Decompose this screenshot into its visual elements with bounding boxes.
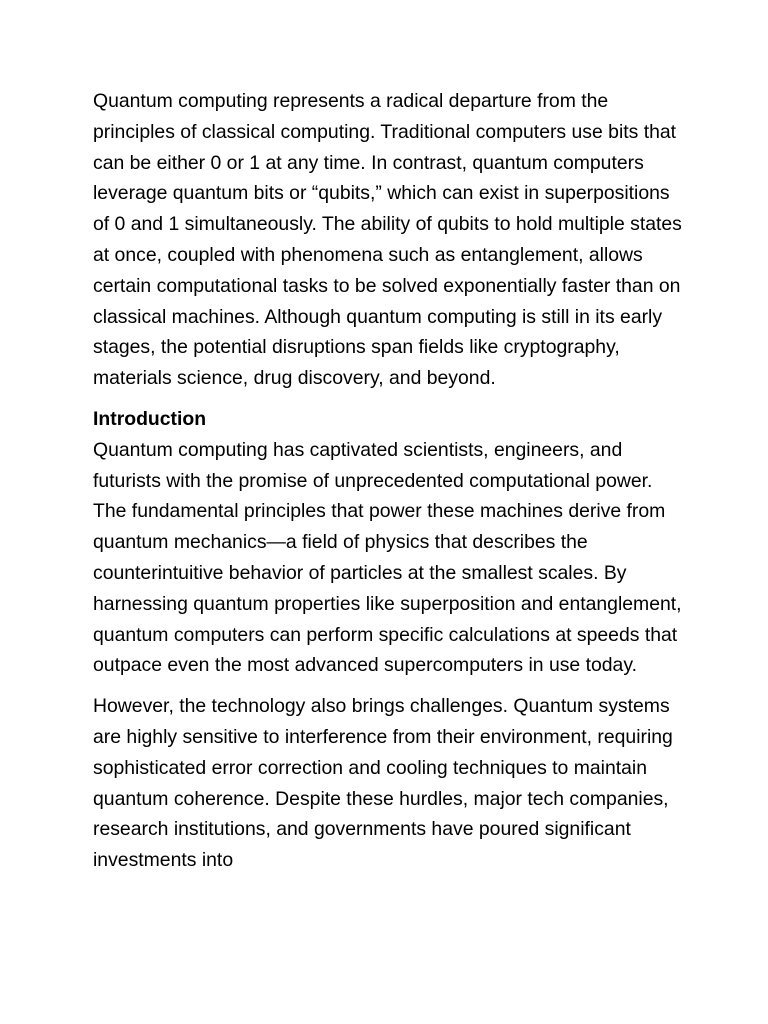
introduction-paragraph-2: However, the technology also brings challenges. Quantum systems are highly sensitive to interference from their environment, requiring sophisticated error correction and cooling techniques to maintain quantum coherence. Despite these hurdles, major tech companies, research institutions, and governments have poured significant investments into — [93, 695, 673, 872]
document-page — [93, 86, 683, 876]
introduction-paragraph-1: Quantum computing has captivated scientists, engineers, and futurists with the promise of unprecedented computational power. The fundamental principles that power these machines derive from quantum mechanics—a field of physics that describes the counterintuitive behavior of particles at the smallest scales. By harnessing quantum properties like superposition and entanglement, quantum computers can perform specific calculations at speeds that outpace even the most advanced supercomputers in use today. — [93, 438, 682, 677]
abstract-paragraph: Quantum computing represents a radical departure from the principles of classical computing. Traditional computers use bits that can be either 0 or 1 at any time. In contrast, quantum computers leverage quantum bits or “qubits,” which can exist in superpositions of 0 and 1 simultaneously. The ability of qubits to hold multiple states at once, coupled with phenomena such as entanglement, allows certain computational tasks to be solved exponentially faster than on classical machines. Although quantum computing is still in its early stages, the potential disruptions span fields like cryptography, materials science, drug discovery, and beyond. — [93, 90, 682, 390]
section-heading-introduction: Introduction — [93, 407, 207, 430]
